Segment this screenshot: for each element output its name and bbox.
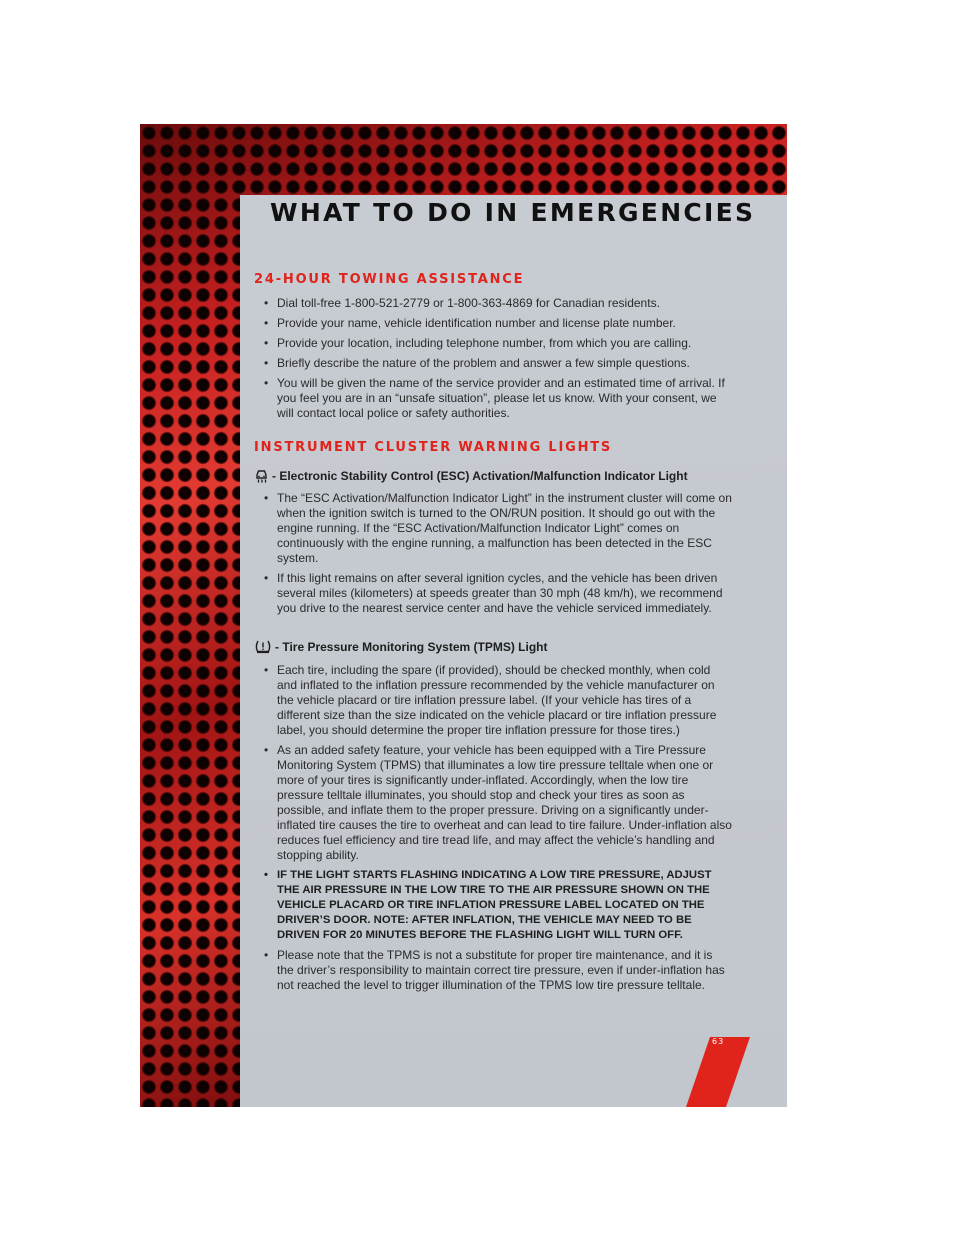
esc-skid-car-icon <box>254 468 269 484</box>
esc-list <box>262 491 732 621</box>
list-item: • Dial toll-free 1-800-521-2779 or 1-800-363-4869 for Canadian residents. <box>264 296 660 310</box>
towing-heading: 24-HOUR TOWING ASSISTANCE <box>254 272 525 287</box>
list-item: • Please note that the TPMS is not a substitute for proper tire maintenance, and it is the driver’s responsibility to maintain correct tire pressure, even if under-inflation has not reached the level to trigger illumination of the TPMS low tire pressure telltale. <box>264 948 725 992</box>
list-item: • Provide your location, including telephone number, from which you are calling. <box>264 336 692 350</box>
list-item: • Briefly describe the nature of the problem and answer a few simple questions. <box>264 356 690 370</box>
page-number: 63 <box>712 1037 725 1046</box>
warning-lights-heading: INSTRUMENT CLUSTER WARNING LIGHTS <box>254 440 613 455</box>
tire-pressure-icon <box>254 639 272 654</box>
list-item: • If this light remains on after several ignition cycles, and the vehicle has been driven several miles (kilometers) at speeds greater than 30 mph (48 km/h), we recommend you drive to the nearest service center and have the vehicle serviced immediately. <box>264 571 723 615</box>
list-item: • Each tire, including the spare (if provided), should be checked monthly, when cold and inflated to the inflation pressure recommended by the vehicle manufacturer on the vehicle placard or tire inflation pressure label. (If your vehicle has tires of a different size than the size indicated on the vehicle placard or tire inflation pressure label, you should determine the proper tire inflation pressure for those tires.) <box>264 663 717 737</box>
towing-list <box>262 296 732 426</box>
page-title: WHAT TO DO IN EMERGENCIES <box>270 198 756 227</box>
tpms-subheading: - Tire Pressure Monitoring System (TPMS) Light <box>254 639 547 654</box>
list-item: • Provide your name, vehicle identification number and license plate number. <box>264 316 676 330</box>
page-number-tab <box>686 1037 750 1107</box>
tpms-list <box>262 663 732 998</box>
list-item: • You will be given the name of the service provider and an estimated time of arrival. If you feel you are in an “unsafe situation”, please let us know. With your consent, we will contact local police or safety authorities. <box>264 376 725 420</box>
list-item: • As an added safety feature, your vehicle has been equipped with a Tire Pressure Monitoring System (TPMS) that illuminates a low tire pressure telltale when one or more of your tires is significantly under-inflated. Accordingly, when the low tire pressure telltale illuminates, you should stop and check your tires as soon as possible, and inflate them to the proper pressure. Driving on a significantly under-inflated tire causes the tire to overheat and can lead to tire failure. Under-inflation also reduces fuel efficiency and tire tread life, and may affect the vehicle’s handling and stopping ability. <box>264 743 732 862</box>
list-item: • IF THE LIGHT STARTS FLASHING INDICATING A LOW TIRE PRESSURE, ADJUST THE AIR PRESSURE IN THE LOW TIRE TO THE AIR PRESSURE SHOWN ON THE VEHICLE PLACARD OR TIRE INFLATION PRESSURE LABEL LOCATED ON THE DRIVER’S DOOR. NOTE: AFTER INFLATION, THE VEHICLE MAY NEED TO BE DRIVEN FOR 20 MINUTES BEFORE THE FLASHING LIGHT WILL TURN OFF. <box>264 869 712 941</box>
esc-subheading: - Electronic Stability Control (ESC) Activation/Malfunction Indicator Light <box>254 468 688 484</box>
list-item: • The “ESC Activation/Malfunction Indicator Light” in the instrument cluster will come on when the ignition switch is turned to the ON/RUN position. It should go out with the engine running. If the “ESC Activation/Malfunction Indicator Light” comes on continuously with the engine running, a malfunction has been detected in the ESC system. <box>264 491 732 565</box>
